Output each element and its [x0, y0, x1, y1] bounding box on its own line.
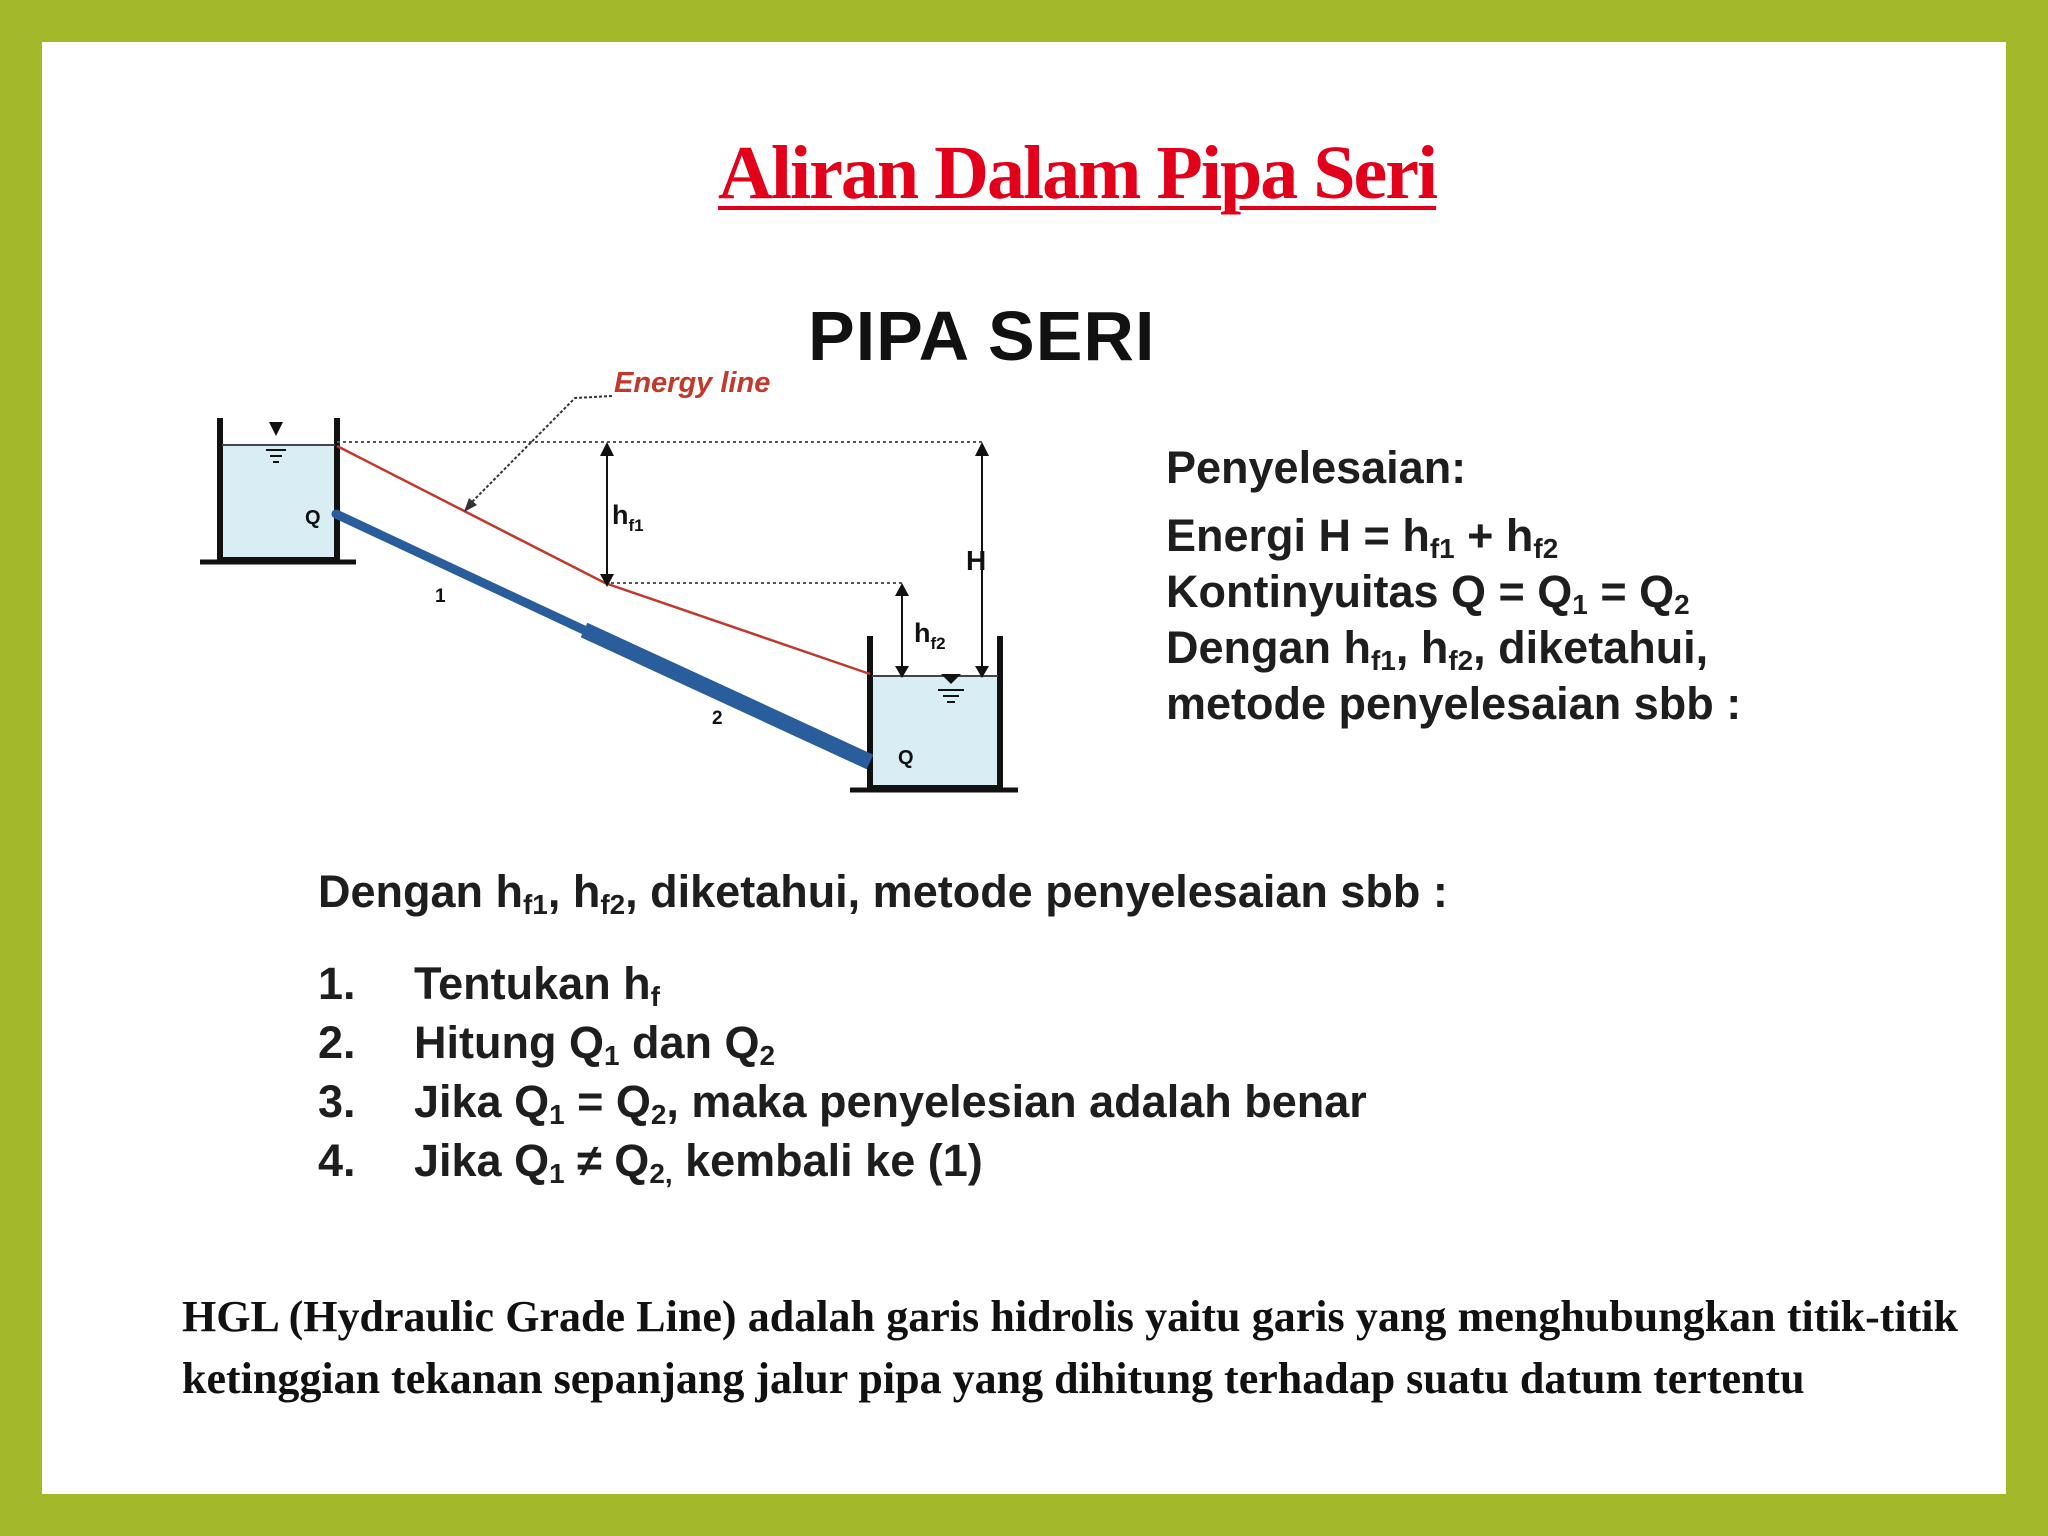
- q-label-upper: Q: [305, 507, 321, 529]
- energy-line-pointer-arrowhead: [464, 498, 477, 512]
- step-item: 2. Hitung $Q_1$ dan $Q_2$: [318, 1017, 776, 1071]
- energy-line-label: Energy line: [614, 367, 771, 399]
- lower-reservoir-water: [872, 676, 998, 786]
- hf1-label: $h_{f1}$: [612, 500, 644, 535]
- steps-list: [318, 954, 1367, 1190]
- H-arrow-top: [975, 442, 989, 456]
- q-label-lower: Q: [898, 747, 914, 769]
- diagram-title: PIPA SERI: [808, 297, 1156, 375]
- step-item: 4. Jika $Q_1 \ne Q_{2,}$ kembali ke (1): [318, 1135, 983, 1189]
- H-label: H: [966, 545, 987, 576]
- method-intro: Dengan $h_{f1}$, $h_{f2}$, diketahui, metode penyelesaian sbb :: [318, 866, 1448, 920]
- pipe-2-label: 2: [712, 708, 723, 729]
- energy-line-pointer: [468, 396, 612, 506]
- method-line: metode penyelesaian sbb :: [1166, 678, 1742, 729]
- solution-heading: Penyelesaian:: [1166, 442, 1467, 493]
- step-item: 1. Tentukan $h_f$: [318, 958, 660, 1012]
- continuity-equation: Kontinyuitas $Q = Q_1 = Q_2$: [1166, 566, 1690, 620]
- energy-equation: Energi $H = h_{f1} + h_{f2}$: [1166, 510, 1559, 564]
- hf1-arrow-top: [600, 442, 614, 456]
- hf2-arrow-top: [895, 583, 909, 596]
- hgl-definition: HGL (Hydraulic Grade Line) adalah garis hidrolis yaitu garis yang menghubungkan titik-titik ketinggian tekanan sepanjang jalur pipa yang dihitung terhadap suatu datum tertentu: [182, 1292, 1958, 1403]
- given-line: Dengan $h_{f1}$, $h_{f2}$, diketahui,: [1166, 622, 1709, 676]
- solution-panel: [1166, 440, 1741, 732]
- pipe-1: [336, 514, 584, 630]
- pipe-2: [584, 630, 870, 762]
- hf2-label: $h_{f2}$: [914, 618, 946, 653]
- step-item: 3. Jika $Q_1 = Q_2$, maka penyelesian adalah benar: [318, 1076, 1367, 1130]
- pipe-1-label: 1: [435, 586, 446, 607]
- page-title: Aliran Dalam Pipa Seri: [718, 131, 1437, 215]
